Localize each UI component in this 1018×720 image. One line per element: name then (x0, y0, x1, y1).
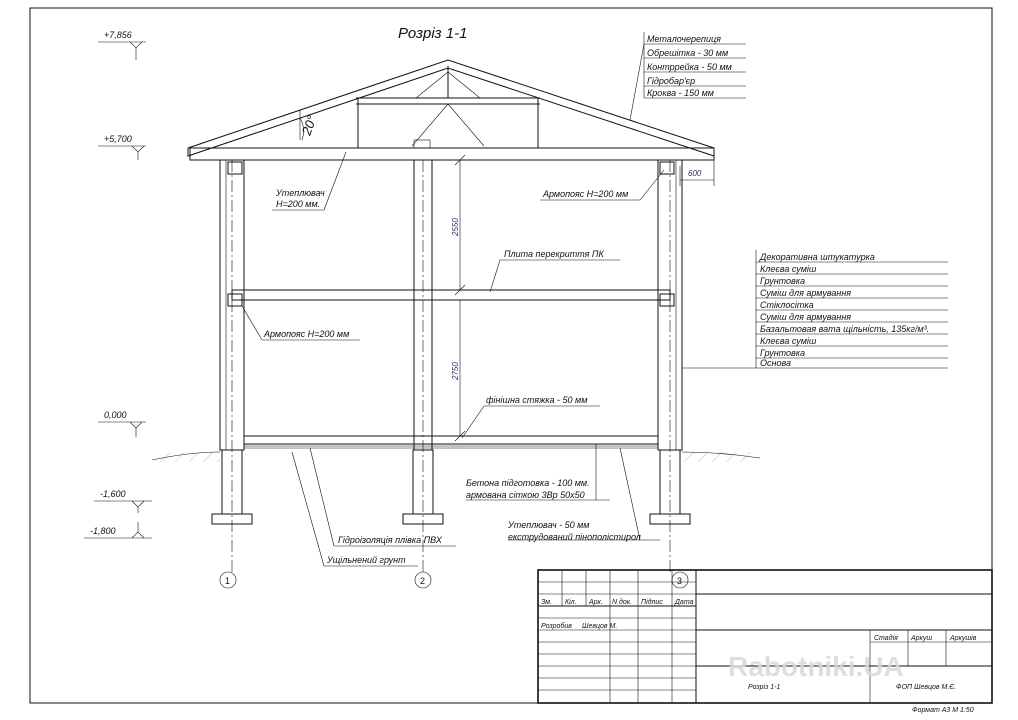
label-screed (462, 395, 600, 438)
svg-text:Клеєва суміш: Клеєва суміш (760, 336, 817, 346)
level-mark-minus-1600 (94, 489, 152, 513)
svg-text:0,000: 0,000 (104, 410, 127, 420)
stamp-sheets: Аркушів (950, 635, 977, 642)
svg-text:Утеплювач: Утеплювач (276, 188, 325, 198)
axis-1: 1 (225, 576, 231, 586)
axis-3: 3 (677, 576, 683, 586)
wall-layers-callout (682, 250, 948, 368)
height-dimensions (451, 155, 465, 441)
svg-text:-1,800: -1,800 (90, 526, 116, 536)
svg-text:Утеплювач - 50 мм: Утеплювач - 50 мм (508, 520, 590, 530)
roof-angle (298, 110, 319, 140)
svg-text:Металочерепиця: Металочерепиця (647, 34, 721, 44)
svg-text:Контррейка - 50 мм: Контррейка - 50 мм (647, 62, 732, 72)
stamp-developer-role: Розробив (541, 623, 572, 630)
roof (188, 60, 714, 160)
svg-text:Суміш для армування: Суміш для армування (760, 288, 852, 298)
stamp-header-data: Дата (675, 599, 694, 606)
stamp-developer-name: Шевцов М. (582, 623, 618, 630)
roof-layers-callout (630, 32, 746, 120)
label-armopoyas-top (540, 170, 664, 200)
svg-text:600: 600 (688, 169, 702, 178)
svg-text:Армопояс Н=200 мм: Армопояс Н=200 мм (264, 329, 350, 339)
sheet-frame (30, 8, 992, 703)
label-insulation-top (272, 152, 346, 210)
svg-text:Гідробар'єр: Гідробар'єр (647, 76, 696, 86)
label-armopoyas-left (242, 306, 360, 340)
svg-text:Грунтовка: Грунтовка (760, 276, 806, 286)
svg-text:+5,700: +5,700 (104, 134, 132, 144)
svg-text:Бетона підготовка - 100 мм.: Бетона підготовка - 100 мм. (466, 478, 590, 488)
label-soil (292, 452, 418, 566)
level-mark-minus-1800 (84, 522, 152, 538)
svg-text:20°: 20° (298, 113, 320, 138)
stamp-stage: Стадія (874, 635, 898, 642)
stamp-header-pidpys: Підпис (641, 599, 663, 606)
floor-slab (232, 290, 670, 300)
svg-text:Декоративна штукатурка: Декоративна штукатурка (760, 252, 875, 262)
level-mark-zero (98, 410, 146, 437)
svg-text:армована сіткою 3Вр 50х50: армована сіткою 3Вр 50х50 (466, 490, 585, 500)
svg-text:Плита перекриття ПК: Плита перекриття ПК (504, 249, 604, 259)
label-concrete (466, 444, 610, 500)
svg-text:фінішна стяжка - 50 мм: фінішна стяжка - 50 мм (486, 395, 588, 405)
svg-text:Суміш для армування: Суміш для армування (760, 312, 852, 322)
svg-text:+7,856: +7,856 (104, 30, 132, 40)
stamp-header-ark: Арк. (589, 599, 603, 606)
svg-text:Обрешітка - 30 мм: Обрешітка - 30 мм (647, 48, 729, 58)
label-waterproof (310, 448, 456, 546)
svg-text:Армопояс Н=200 мм: Армопояс Н=200 мм (543, 189, 629, 199)
stamp-sheet: Аркуш (911, 635, 933, 642)
stamp-company: ФОП Шевцов М.Є. (896, 684, 957, 691)
stamp-header-zm: Зм. (541, 599, 553, 606)
stamp-header-kil: Кіл. (565, 599, 577, 606)
stamp-header-ndok: N док. (612, 599, 633, 606)
stamp-drawing-name: Розріз 1-1 (748, 684, 781, 691)
ground-line (152, 452, 760, 462)
svg-text:Стіклосітка: Стіклосітка (760, 300, 814, 310)
svg-text:Основа: Основа (760, 358, 791, 368)
axis-2: 2 (420, 576, 426, 586)
svg-text:Ущільнений грунт: Ущільнений грунт (327, 555, 406, 565)
svg-text:Кроква - 150 мм: Кроква - 150 мм (647, 88, 714, 98)
level-mark-eaves (98, 134, 146, 160)
label-slab (490, 249, 620, 292)
svg-text:Клеєва суміш: Клеєва суміш (760, 264, 817, 274)
svg-text:екструдований пінополістирол: екструдований пінополістирол (508, 532, 641, 542)
overhang-dimension (680, 160, 714, 186)
svg-text:Базальтовая вата щільність, 13: Базальтовая вата щільність, 135кг/м³. (760, 324, 930, 334)
section-title: Розріз 1-1 (398, 25, 468, 42)
svg-text:Гідроізоляція плівка ПВХ: Гідроізоляція плівка ПВХ (338, 535, 442, 545)
svg-text:-1,600: -1,600 (100, 489, 126, 499)
title-block (538, 570, 992, 703)
watermark: Rabotniki.UA (728, 651, 904, 682)
svg-text:2750: 2750 (451, 362, 460, 380)
svg-text:Грунтовка: Грунтовка (760, 348, 806, 358)
format-label: Формат А3 М 1:50 (912, 707, 974, 714)
level-mark-top (98, 30, 146, 60)
svg-text:Н=200 мм.: Н=200 мм. (276, 199, 321, 209)
svg-text:2550: 2550 (451, 218, 460, 236)
